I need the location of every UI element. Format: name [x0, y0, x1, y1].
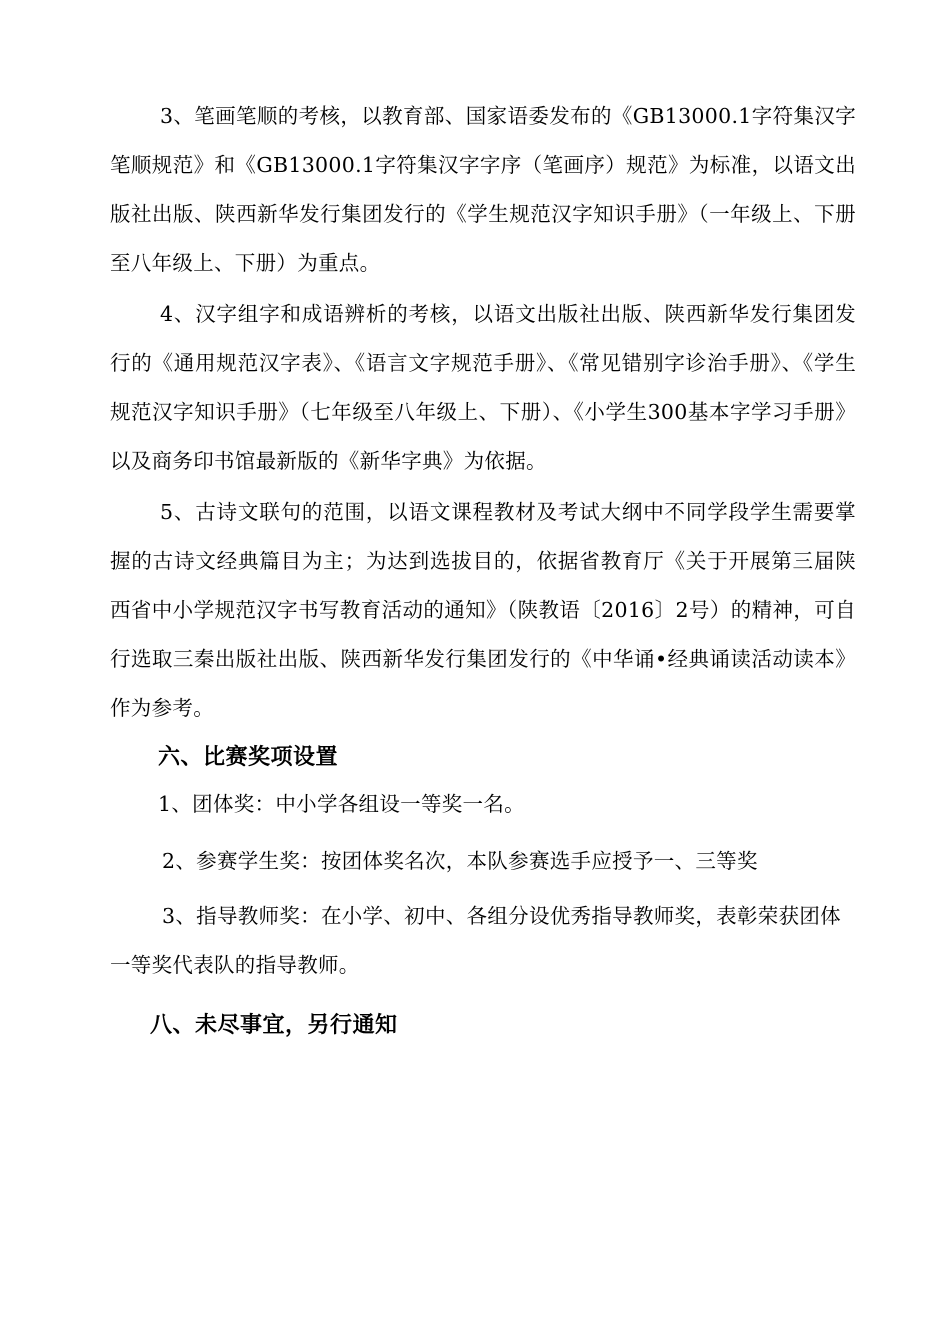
paragraph-word-idiom-assessment: 4、汉字组字和成语辨析的考核，以语文出版社出版、陕西新华发行集团发行的《通用规范汉字表》、《语言文字规范手册》、《常见错别字诊治手册》、《学生规范汉字知识手册》（七年级至八年级上、下册）、《小学生300基本字学习手册》以及商务印书馆最新版的《新华字典》为依据。: [110, 302, 856, 473]
section-heading-awards: 六、比赛奖项设置: [158, 745, 339, 770]
paragraph-stroke-order-assessment: 3、笔画笔顺的考核，以教育部、国家语委发布的《GB13000.1字符集汉字笔顺规范》和《GB13000.1字符集汉字字序（笔画序）规范》为标准，以语文出版社出版、陕西新华发行集团发行的《学生规范汉字知识手册》（一年级上、下册至八年级上、下册）为重点。: [110, 104, 856, 275]
document-body: [110, 92, 856, 1050]
award-item-team: 1、团体奖：中小学各组设一等奖一名。: [158, 792, 525, 816]
award-item-instructor: 3、指导教师奖：在小学、初中、各组分设优秀指导教师奖，表彰荣获团体一等奖代表队的指导教师。: [110, 904, 841, 977]
paragraph-classical-poetry-scope: 5、古诗文联句的范围，以语文课程教材及考试大纲中不同学段学生需要掌握的古诗文经典篇目为主；为达到选拔目的，依据省教育厅《关于开展第三届陕西省中小学规范汉字书写教育活动的通知》（陕教语〔2016〕2号）的精神，可自行选取三秦出版社出版、陕西新华发行集团发行的《中华诵•经典诵读活动读本》作为参考。: [110, 500, 856, 720]
award-item-student: 2、参赛学生奖：按团体奖名次，本队参赛选手应授予一、三等奖: [162, 849, 758, 873]
section-heading-other-matters: 八、未尽事宜，另行通知: [150, 1013, 398, 1038]
